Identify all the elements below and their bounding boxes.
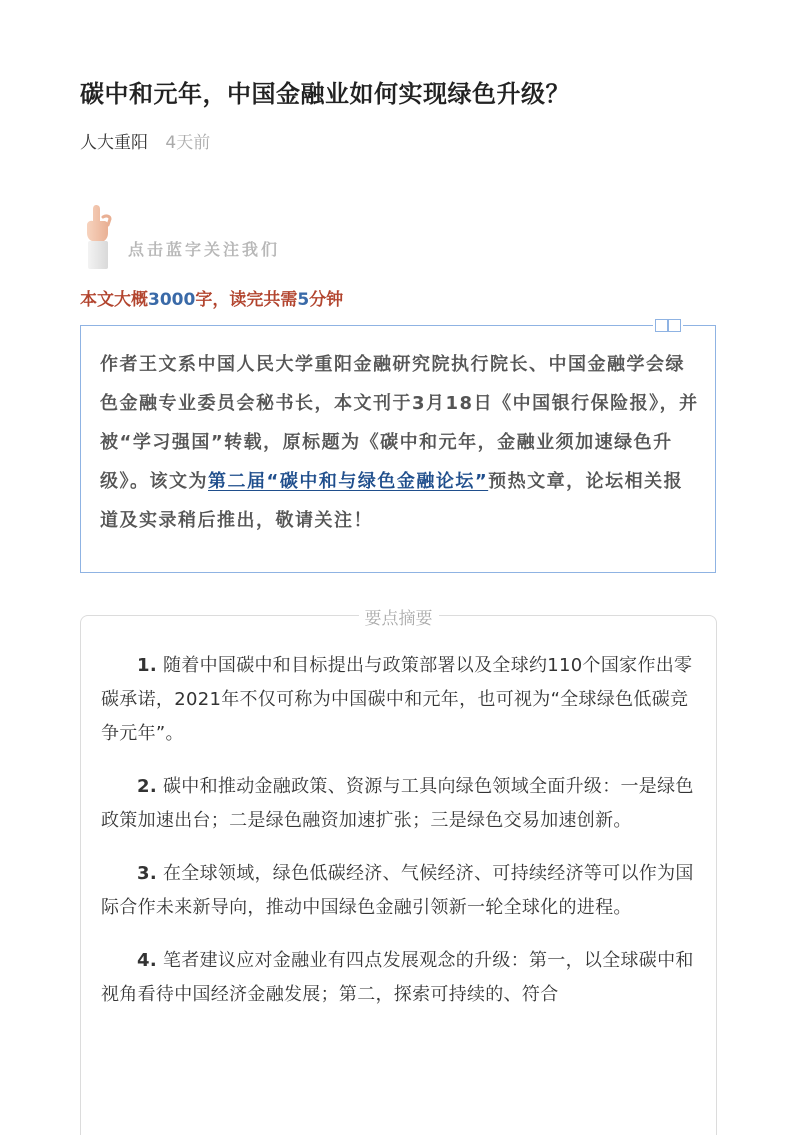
summary-points: [101, 649, 699, 1031]
hand-pointing-icon: [76, 203, 120, 269]
intro-text: 作者王文系中国人民大学重阳金融研究院执行院长、中国金融学会绿色金融专业委员会秘书长，本文刊于3月18日《中国银行保险报》，并被“学习强国”转载，原标题为《碳中和元年，金融业须加速绿色升级》。该文为第二届“碳中和与绿色金融论坛”预热文章，论坛相关报道及实录稍后推出，敬请关注！: [100, 354, 699, 531]
author-link[interactable]: 人大重阳: [80, 133, 148, 153]
publish-time: 4天前: [165, 133, 211, 153]
word-count: 3000: [148, 290, 196, 310]
follow-text: 点击蓝字关注我们: [128, 240, 281, 259]
summary-point: 1. 随着中国碳中和目标提出与政策部署以及全球约110个国家作出零碳承诺，2021年不仅可称为中国碳中和元年，也可视为“全球绿色低碳竞争元年”。: [101, 655, 693, 744]
minutes-count: 5: [297, 290, 310, 310]
summary-box: [80, 609, 717, 1135]
follow-banner[interactable]: [76, 203, 396, 269]
corner-decoration: [653, 319, 683, 332]
summary-point: 4. 笔者建议应对金融业有四点发展观念的升级：第一，以全球碳中和视角看待中国经济金融发展；第二，探索可持续的、符合: [101, 950, 694, 1005]
reading-time: 本文大概3000字，读完共需5分钟: [80, 290, 344, 310]
article-meta: [80, 128, 210, 153]
summary-point: 2. 碳中和推动金融政策、资源与工具向绿色领域全面升级：一是绿色政策加速出台；二是绿色融资加速扩张；三是绿色交易加速创新。: [101, 776, 694, 831]
article-title: 碳中和元年，中国金融业如何实现绿色升级？: [80, 80, 570, 108]
forum-link[interactable]: 第二届“碳中和与绿色金融论坛”: [208, 471, 489, 492]
intro-box: [80, 325, 716, 573]
summary-label: 要点摘要: [359, 604, 439, 629]
summary-point: 3. 在全球领域，绿色低碳经济、气候经济、可持续经济等可以作为国际合作未来新导向，推动中国绿色金融引领新一轮全球化的进程。: [101, 863, 694, 918]
